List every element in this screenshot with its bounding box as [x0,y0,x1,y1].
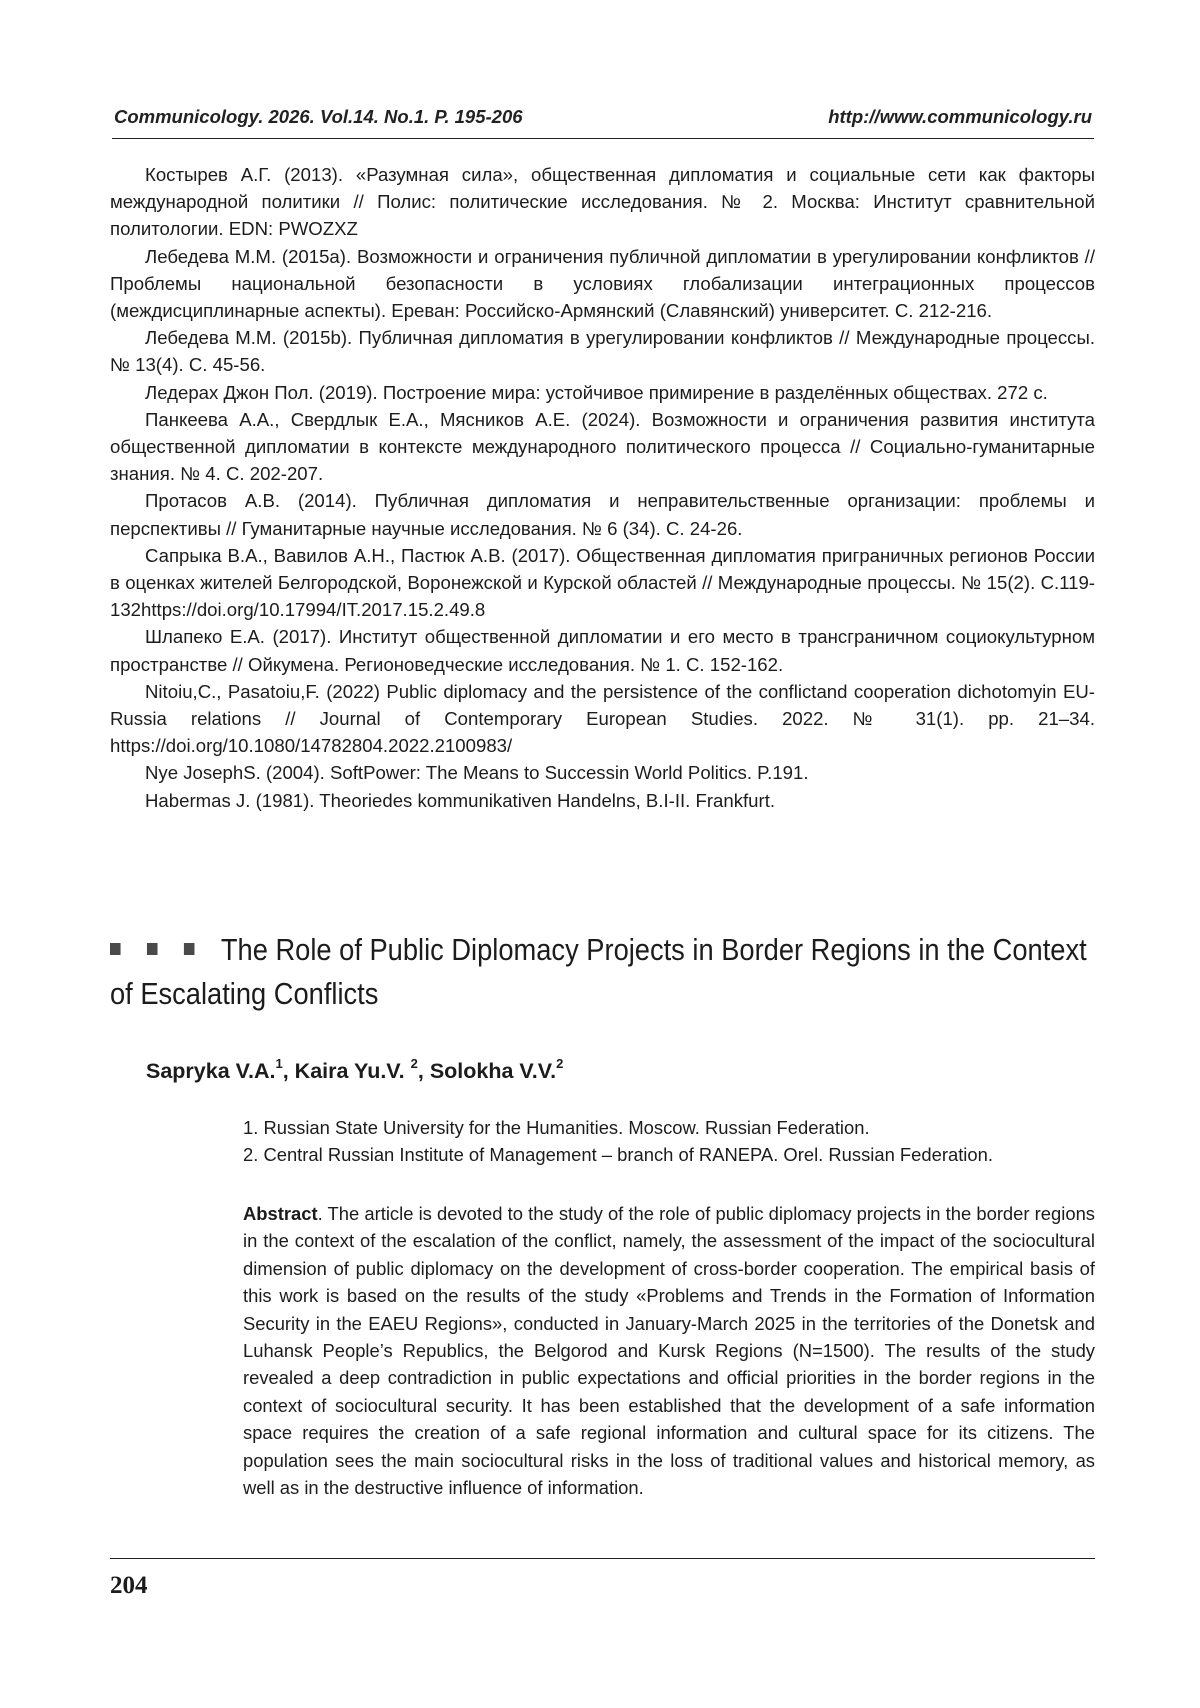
author-affiliation-ref: 2 [410,1056,418,1071]
author-separator: , [417,1059,430,1084]
abstract-text: . The article is devoted to the study of the role of public diplomacy projects in the border regions in the context of the escalation of the conflict, namely, the assessment of the impact of the sociocultural dimension of public diplomacy on the development of cross-border cooperation. The empirical basis of this work is based on the results of the study «Problems and Trends in the Formation of Information Security in the EAEU Regions», conducted in January-March 2025 in the territories of the Donetsk and Luhansk People’s Republics, the Belgorod and Kursk Regions (N=1500). The results of the study revealed a deep contradiction in public expectations and official priorities in the border regions in the context of sociocultural security. It has been established that the development of a safe information space requires the creation of a safe regional information and cultural space for its citizens. The population sees the main sociocultural risks in the loss of traditional values and historical memory, as well as in the destructive influence of information. [243,1203,1095,1499]
reference-item: Habermas J. (1981). Theoriedes kommunikativen Handelns, B.I-II. Frankfurt. [145,789,776,811]
author-separator: , [282,1059,295,1084]
square-bullet-icon [147,943,158,955]
author-affiliation-ref: 1 [275,1056,283,1071]
reference-list [110,161,1095,814]
reference-item: Костырев А.Г. (2013). «Разумная сила», общественная дипломатия и социальные сети как факторы международной политики // Полис: политические исследования. № 2. Москва: Институт сравнительной политологии. EDN: PWOZXZ [110,164,1095,240]
square-bullet-icon [184,943,195,955]
author-list [146,1058,563,1084]
reference-item: Лебедева М.М. (2015а). Возможности и ограничения публичной дипломатии в урегулировании конфликтов // Проблемы национальной безопасности в условиях глобализации интеграционных процессов (междисциплинарные аспекты). Ереван: Российско-Армянский (Славянский) университет. С. 212-216. [110,245,1095,322]
page-number: 204 [110,1572,148,1599]
reference-item: Сапрыка В.А., Вавилов А.Н., Пастюк А.В. (2017). Общественная дипломатия приграничных регионов России в оценках жителей Белгородской, Воронежской и Курской областей // Международные процессы. № 15(2). С.119-132https://doi.org/10.17994/IT.2017.15.2.49.8 [110,544,1095,621]
reference-item: Шлапеко Е.А. (2017). Институт общественной дипломатии и его место в трансграничном социокультурном пространстве // Ойкумена. Регионоведческие исследования. № 1. С. 152-162. [110,626,1095,675]
journal-url[interactable]: http://www.communicology.ru [828,106,1092,127]
square-bullet-icon [110,943,121,955]
article-title-text: The Role of Public Diplomacy Projects in Border Regions in the Context of Escalating Conflicts [110,932,1087,1011]
reference-item: Лебедева М.М. (2015b). Публичная дипломатия в урегулировании конфликтов // Международные процессы. № 13(4). С. 45-56. [110,327,1095,376]
affiliation-list [243,1114,1095,1168]
reference-item: Nitoiu,C., Pasatoiu,F. (2022) Public diplomacy and the persistence of the conflictand cooperation dichotomyin EU-Russia relations // Journal of Contemporary European Studies. 2022. № 31(1). pp. 21–34. https://doi.org/10.1080/14782804.2022.2100983/ [110,680,1095,757]
reference-item: Панкеева А.А., Свердлык Е.А., Мясников А.Е. (2024). Возможности и ограничения развития института общественной дипломатии в контексте международного политического процесса // Социально-гуманитарные знания. № 4. С. 202-207. [110,408,1095,485]
author-name: Sapryka V.A. [146,1059,276,1084]
journal-citation: Communicology. 2026. Vol.14. No.1. P. 195-206 [114,106,523,127]
author-affiliation-ref: 2 [556,1056,564,1071]
article-title [110,928,1096,1016]
author-name: Solokha V.V. [429,1059,557,1084]
reference-item: Nye JosephS. (2004). SoftPower: The Means to Successin World Politics. P.191. [145,762,809,784]
affiliation-item: 2. Central Russian Institute of Management – branch of RANEPA. Orel. Russian Federation. [243,1144,993,1165]
running-header [112,102,1094,139]
reference-item: Ледерах Джон Пол. (2019). Построение мира: устойчивое примирение в разделённых обществах. 272 с. [145,381,1048,403]
author-name: Kaira Yu.V. [294,1059,411,1084]
footer-divider [110,1558,1095,1559]
abstract [243,1200,1095,1501]
abstract-label: Abstract [243,1203,318,1224]
reference-item: Протасов А.В. (2014). Публичная дипломатия и неправительственные организации: проблемы и перспективы // Гуманитарные научные исследования. № 6 (34). С. 24-26. [110,490,1095,539]
affiliation-item: 1. Russian State University for the Humanities. Moscow. Russian Federation. [243,1117,870,1138]
